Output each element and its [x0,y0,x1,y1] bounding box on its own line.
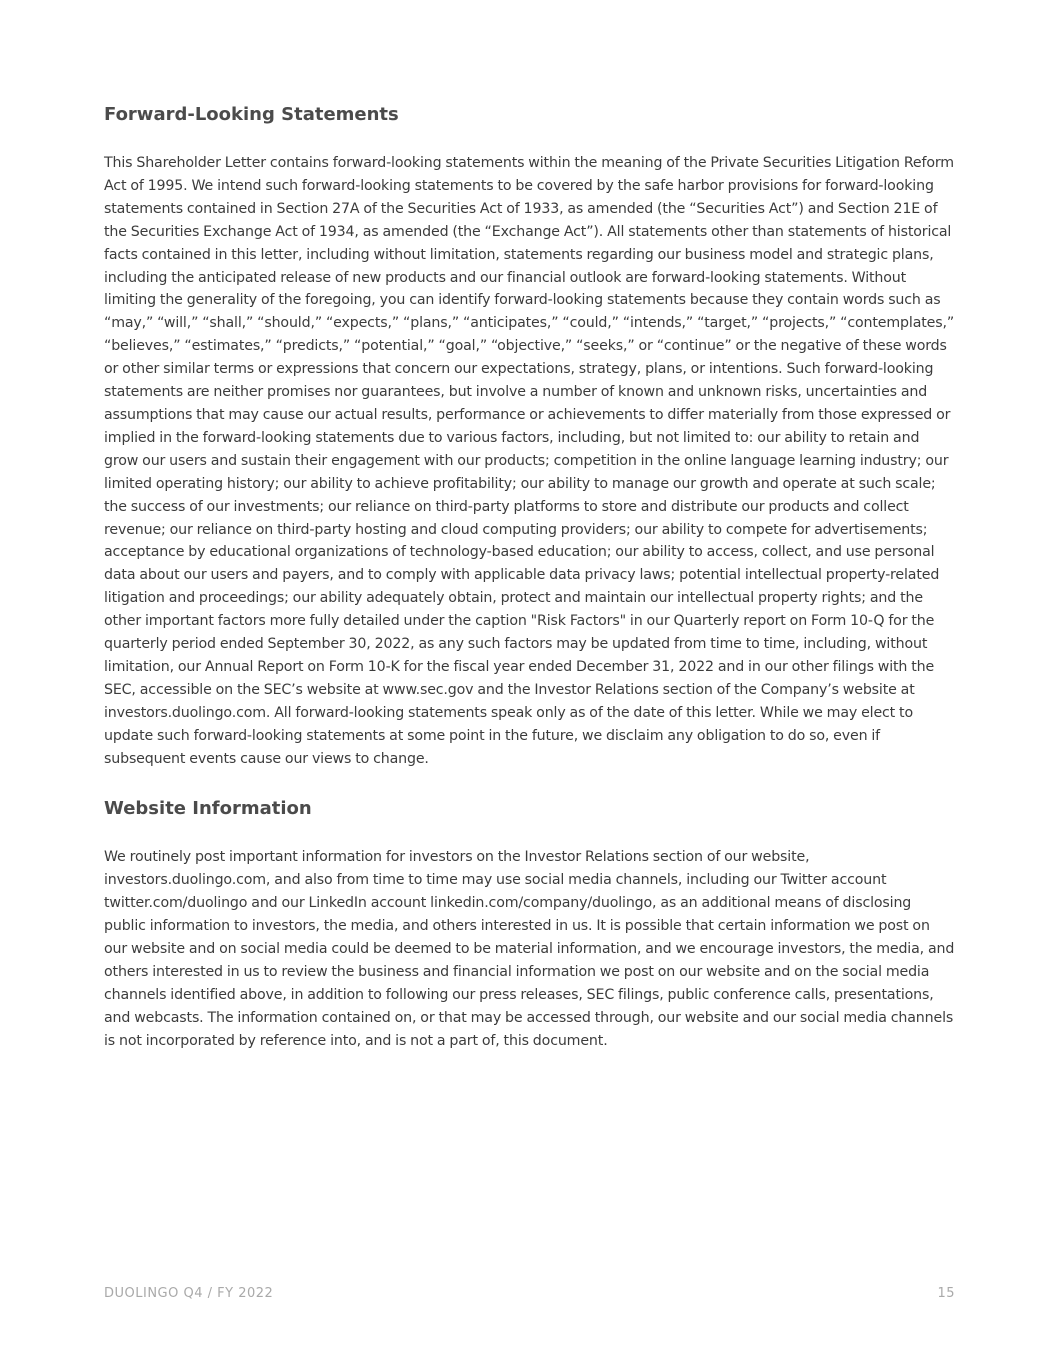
section-heading-website-information: Website Information [104,798,312,820]
footer-document-label: DUOLINGO Q4 / FY 2022 [104,1286,274,1301]
section-body-forward-looking: This Shareholder Letter contains forward-looking statements within the meaning of the Private Securities Litigation Reform Act of 1995. We intend such forward-looking statements to be covered by the safe harbor provisions for forward-looking statements contained in Section 27A of the Securities Act of 1933, as amended (the “Securities Act”) and Section 21E of the Securities Exchange Act of 1934, as amended (the “Exchange Act”). All statements other than statements of historical facts contained in this letter, including without limitation, statements regarding our business model and strategic plans, including the anticipated release of new products and our financial outlook are forward-looking statements. Without limiting the generality of the foregoing, you can identify forward-looking statements because they contain words such as “may,” “will,” “shall,” “should,” “expects,” “plans,” “anticipates,” “could,” “intends,” “target,” “projects,” “contemplates,” “believes,” “estimates,” “predicts,” “potential,” “goal,” “objective,” “seeks,” or “continue” or the negative of these words or other similar terms or expressions that concern our expectations, strategy, plans, or intentions. Such forward-looking statements are neither promises nor guarantees, but involve a number of known and unknown risks, uncertainties and assumptions that may cause our actual results, performance or achievements to differ materially from those expressed or implied in the forward-looking statements due to various factors, including, but not limited to: our ability to retain and grow our users and sustain their engagement with our products; competition in the online language learning industry; our limited operating history; our ability to achieve profitability; our ability to manage our growth and operate at such scale; the success of our investments; our reliance on third-party platforms to store and distribute our products and collect revenue; our reliance on third-party hosting and cloud computing providers; our ability to compete for advertisements; acceptance by educational organizations of technology-based education; our ability to access, collect, and use personal data about our users and payers, and to comply with applicable data privacy laws; potential intellectual property-related litigation and proceedings; our ability adequately obtain, protect and maintain our intellectual property rights; and the other important factors more fully detailed under the caption "Risk Factors" in our Quarterly report on Form 10-Q for the quarterly period ended September 30, 2022, as any such factors may be updated from time to time, including, without limitation, our Annual Report on Form 10-K for the fiscal year ended December 31, 2022 and in our other filings with the SEC, accessible on the SEC’s website at www.sec.gov and the Investor Relations section of the Company’s website at investors.duolingo.com. All forward-looking statements speak only as of the date of this letter. While we may elect to update such forward-looking statements at some point in the future, we disclaim any obligation to do so, even if subsequent events cause our views to change. [104,155,955,767]
section-heading-forward-looking: Forward-Looking Statements [104,104,399,125]
page-number: 15 [937,1286,955,1301]
page-content [104,100,956,1053]
section-body-website-information: We routinely post important information for investors on the Investor Relations section of our website, investors.duolingo.com, and also from time to time may use social media channels, including our Twitter account twitter.com/duolingo and our LinkedIn account linkedin.com/company/duolingo, as an additional means of disclosing public information to investors, the media, and others interested in us. It is possible that certain information we post on our website and on social media could be deemed to be material information, and we encourage investors, the media, and others interested in us to review the business and financial information we post on our website and on the social media channels identified above, in addition to following our press releases, SEC filings, public conference calls, presentations, and webcasts. The information contained on, or that may be accessed through, our website and our social media channels is not incorporated by reference into, and is not a part of, this document. [104,849,955,1049]
page-footer [104,1286,955,1301]
